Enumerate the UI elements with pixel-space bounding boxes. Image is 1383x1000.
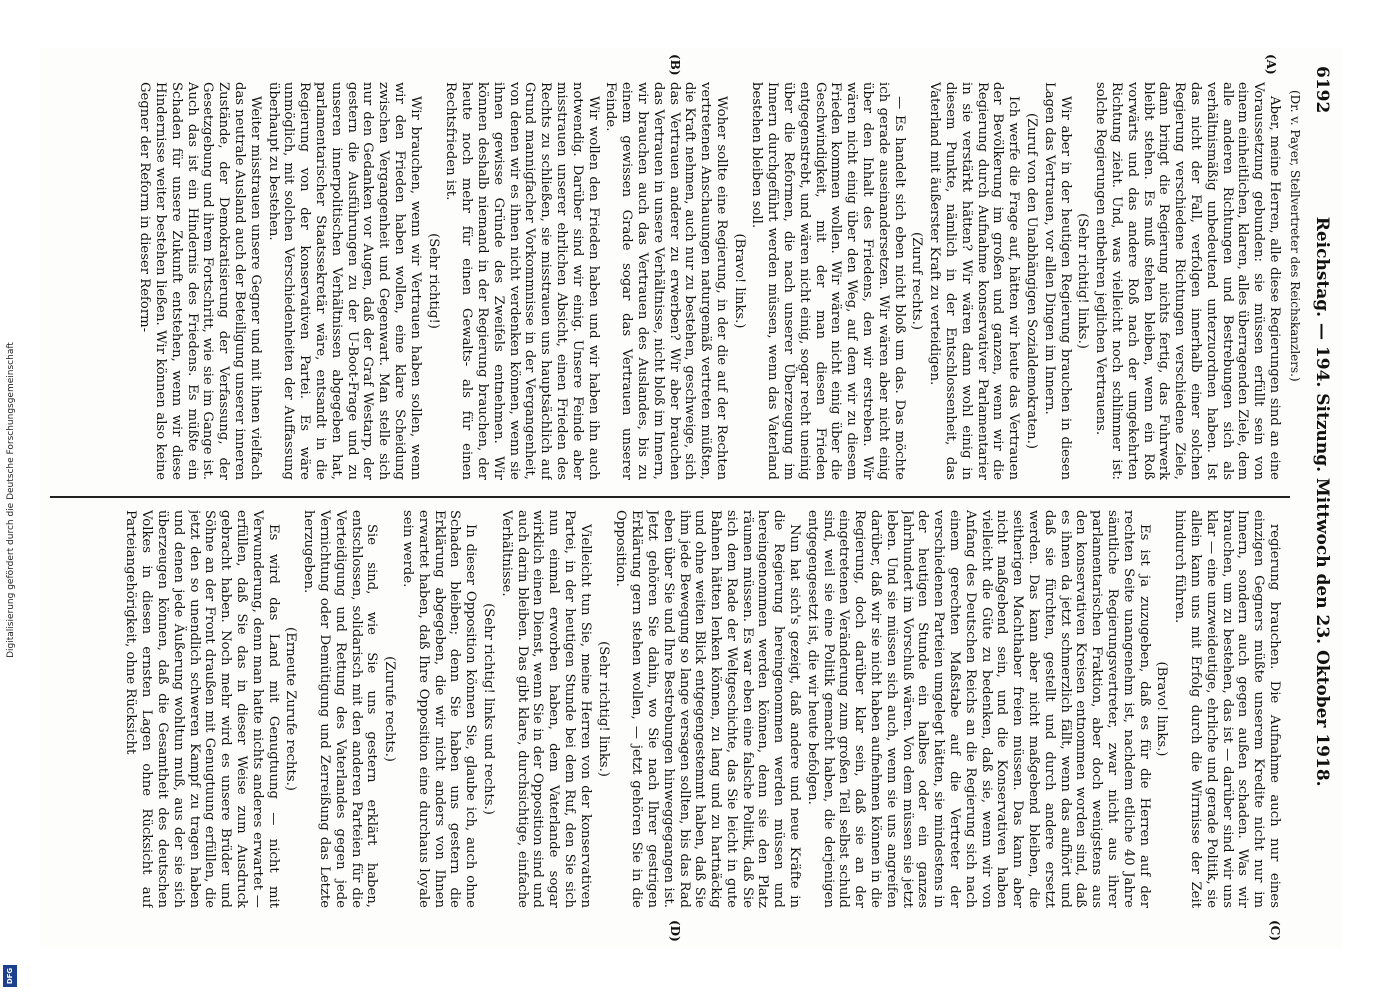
interjection: (Zuruf von den Unabhängigen Sozialdemokraten.) — [1024, 112, 1040, 450]
paragraph: Ich werfe die Frage auf, hätten wir heute das Vertrauen der Bevölkerung im großen und ganzen, wenn wir die Regierung durch Aufnahme konservativer Parlamentarier in sie verstärkt hätten? Wir wären dann wohl einig in diesem Punkte, nämlich in der Entschlossenheit, das Vaterland mit äußerster Kraft zu verteidigen. — [927, 82, 1022, 480]
interjection: (Erneute Zurufe rechts.) — [283, 627, 299, 791]
interjection: (Bravo! links.) — [731, 233, 747, 329]
interjection: (Zuruf rechts.) — [909, 231, 925, 331]
interjection: (Sehr richtig! links und rechts.) — [480, 603, 496, 815]
scanned-page-frame — [40, 48, 1342, 948]
page-running-title: Reichstag. — 194. Sitzung. Mittwoch den 23. Oktober 1918. — [1312, 216, 1332, 787]
interjection: (Zurufe rechts.) — [382, 656, 398, 762]
paragraph: Sie sind, wie Sie uns gestern erklärt haben, entschlossen, solidarisch mit den anderen Parteien für die Verteidigung und Rettung des Vaterlandes gegen jede Vernichtung oder Demütigung und Zerreißung das Letzte herzugeben. — [301, 510, 380, 908]
interjection: (Bravo! links.) — [1154, 661, 1170, 757]
paragraph: In dieser Opposition können Sie, glaube ich, auch ohne Schaden bleiben; denn Sie haben uns gestern die Erklärung abgegeben, die wir nicht anders von Ihnen erwartet haben, daß Ihre Opposition eine durchaus loyale sein werde. — [399, 510, 479, 908]
margin-mark-b: (B) — [668, 54, 682, 76]
paragraph: regierung brauchen. Die Aufnahme auch nur eines einzigen Gegners müßte unserem Kredite nicht nur im Innern, sondern auch gegen außen schaden. Was wir brauchen, um zu bestehen, das ist — darüber sind wir uns klar — eine unzweideutige, ehrliche und gerade Politik, sie allein kann uns mit Erfolg durch die Wirrnisse der Zeit hindurch führen. — [1172, 510, 1282, 908]
interjection: (Sehr richtig! links.) — [595, 641, 611, 777]
speaker-line: (Dr. v. Payer, Stellvertreter des Reichskanzlers.) — [1288, 90, 1302, 382]
paragraph: Wir brauchen, wenn wir Vertrauen haben sollen, wenn wir den Frieden haben wollen, eine klare Scheidung zwischen Vergangenheit und Gegenwart. Man stelle sich nur den Gedanken vor Augen, daß der Graf Westarp, der gestern die Ausführungen zu der U-Boot-Frage und zu unseren innerpolitischen Verhältnissen abgegeben hat, parlamentarischer Staatssekretär wäre, entsandt in die Regierung von der konservativen Partei. Es wäre unmöglich, mit solchen Verschiedenheiten der Auffassung überhaupt zu bestehen. — [265, 82, 423, 480]
left-text-column — [52, 82, 1282, 480]
sidebar-credit — [0, 0, 22, 1000]
paragraph: Weiter misstrauen unsere Gegner und mit ihnen vielfach das neutrale Ausland auch der Beteiligung unserer inneren Zustände, der Demokratisierung der Verfassung, der Gesetzgebung und ihrem Fortschritt, wie sie im Gange ist. Auch das ist ein Hindernis des Friedens. Es müßte ein Schaden für unsere Zukunft entstehen, wenn wir diese Hindernisse weiter bestehen ließen. Wir können also keine Gegner der Reform in dieser Reform- — [137, 82, 263, 480]
page-number: 6192 — [1312, 66, 1332, 114]
paragraph: Vielleicht tun Sie, meine Herren von der konservativen Partei, in der heutigen Stunde bei dem Ruf, den Sie sich nun einmal erworben haben, dem Vaterlande sogar wirklich einen Dienst, wenn Sie in der Opposition sind und auch darin bleiben. Das gibt klare, durchsichtige, einfache Verhältnisse. — [498, 510, 593, 908]
paragraph: — Es handelt sich eben nicht bloß um das. Das möchte ich gerade auseinandersetzen. Wir wären aber nicht einig über den Inhalt des Friedens, den wir erstreben. Wir wären nicht einig über den Weg, auf dem wir zu diesem Frieden kommen wollen. Wir wären nicht einig über die Geschwindigkeit, mit der man diesen Frieden entgegenstrebt, und wären nicht einig, sogar recht uneinig über die Reformen, die nach unserer Überzeugung im Innern durchgeführt werden müssen, wenn das Vaterland bestehen bleiben soll. — [749, 82, 907, 480]
page-header — [1308, 66, 1336, 930]
dfg-logo-icon: DFG — [3, 965, 17, 987]
dfg-credit-text: Digitalisierung gefördert durch die Deutsche Forschungsgemeinschaft — [6, 342, 16, 658]
margin-mark-d: (D) — [668, 920, 682, 942]
paragraph: Nun hat sich's gezeigt, daß andere und neue Kräfte in die Regierung hereingenommen werden müssen und hereingenommen werden können, denn sie den Platz räumen müssen. Es war eben eine falsche Politik, daß Sie sich dem Rade der Weltgeschichte, das Sie leicht in gute Bahnen hätten lenken können, zu lang und zu hartnäckig und ohne weiten Blick entgegengestemmt haben, daß Sie ihm jede Bewegung so lange versagen sollten, bis das Rad eben über Sie und Ihre Bestrebungen hinweggegangen ist. Jetzt gehören Sie dahin, wo Sie nach Ihrer gestrigen Erklärung gern stehen wollen, — jetzt gehören Sie in die Opposition. — [613, 510, 803, 908]
interjection: (Sehr richtig! links.) — [1075, 213, 1091, 349]
paragraph: Aber, meine Herren, alle diese Regierungen sind an eine Voraussetzung gebunden: sie müssen erfüllt sein von einem einheitlichen, klaren, alles überragenden Ziele, dem alle anderen Richtungen und Bestrebungen sich als verhältnismäßig unbedeutend unterzuordnen haben. Ist das nicht der Fall, verfolgen innerhalb einer solchen Regierung verschiedene Richtungen verschiedene Ziele, dann bringt die Regierung nichts fertig, das Fuhrwerk bleibt stehen. Es muß stehen bleiben, wenn ein Roß vorwärts und das andere Roß nach der umgekehrten Richtung zieht. Und, was vielleicht noch schlimmer ist: solche Regierungen entbehren jeglichen Vertrauens. — [1093, 82, 1282, 480]
scanned-page — [40, 48, 1342, 948]
paragraph: Woher sollte eine Regierung, in der die auf der Rechten vertretenen Anschauungen naturgemäß vertreten müßten, die Kraft nehmen, auch nur zu bestehen, geschweige, sich das Vertrauen anderer zu erwerben? Wir aber brauchen das Vertrauen in unsere Verhältnisse, nicht bloß im Innern, wir brauchen auch das Vertrauen des Auslandes, bis zu einem gewissen Grade sogar das Vertrauen unserer Feinde. — [603, 82, 729, 480]
paragraph: Es wird das Land mit Genugtuung — nicht mit Verwunderung, denn man hatte nichts anderes erwartet — erfüllen, daß Sie das in dieser Weise zum Ausdruck gebracht haben. Noch mehr wird es unsere Brüder und Söhne an der Front draußen mit Genugtuung erfüllen, die jetzt den so unendlich schweren Kampf zu tragen haben und denen jede Äußerung wohltun muß, aus der sie sich überzeugen können, daß die Gesamtheit des deutschen Volkes in diesen ernsten Lagen ohne Rücksicht auf Parteiangehörigkeit, ohne Rücksicht — [123, 510, 281, 908]
margin-mark-a: (A) — [1264, 54, 1278, 75]
right-text-column — [52, 510, 1282, 908]
paragraph: Es ist ja zuzugeben, daß es für die Herren auf der rechten Seite unangenehm ist, nachdem etliche 40 Jahre sämtliche Regierungsvertreter, zwar nicht aus ihrer parlamentarischen Fraktion, aber doch wenigstens aus den konservativen Kreisen entnommen worden sind, daß es ihnen da jetzt schmerzlich fällt, wenn das aufhört und daß sie fürchten, gestellt und durch andere ersetzt werden. Das kann aber nicht maßgebend bleiben, die seitherigen Machthaber freien müssen. Das kann aber nicht maßgebend sein, und die Konservativen haben vielleicht die Güte zu bedenken, daß sie, wenn wir von Anfang des Deutschen Reichs an die Regierung sich nach einem gerechten Maßstabe auf die Vertreter der verschiedenen Parteien umgelegt hätten, sie mindestens in der heutigen Stunde ein halbes oder ein ganzes Jahrhundert im Vorschuß wären. Von dem müssen sie jetzt leben. Und sie müssen sich auch, wenn sie uns angreifen darüber, daß wir sie nicht haben aufnehmen können in die Regierung, doch darüber klar sein, daß sie an der eingetretenen Veränderung zum großen Teil selbst schuld sind, weil sie eine Politik gemacht haben, die derjenigen entgegengesetzt ist, die wir heute befolgen. — [804, 510, 1152, 908]
margin-mark-c: (C) — [1268, 920, 1282, 941]
interjection: (Sehr richtig!) — [425, 233, 441, 329]
paragraph: Wir wollen den Frieden haben und wir haben ihn auch notwendig. Darüber sind wir einig. Unsere Feinde aber misstrauen unserer ehrlichen Absicht, einen Frieden des Rechts zu schließen, sie misstrauen uns hauptsächlich auf Grund mannigfacher Vorkommnisse in der Vergangenheit, von denen wir es ihnen nicht verdenken können, wenn sie ihnen gewisse Gründe des Zweifels entnehmen. Wir können deshalb niemand in der Regierung brauchen, der heute noch mehr für einen Gewalts- als für einen Rechtsfrieden ist. — [443, 82, 601, 480]
column-divider — [50, 496, 1290, 498]
paragraph: Wir aber in der heutigen Regierung brauchen in diesen Lagen das Vertrauen, vor allen Dingen im Innern. — [1041, 82, 1073, 480]
